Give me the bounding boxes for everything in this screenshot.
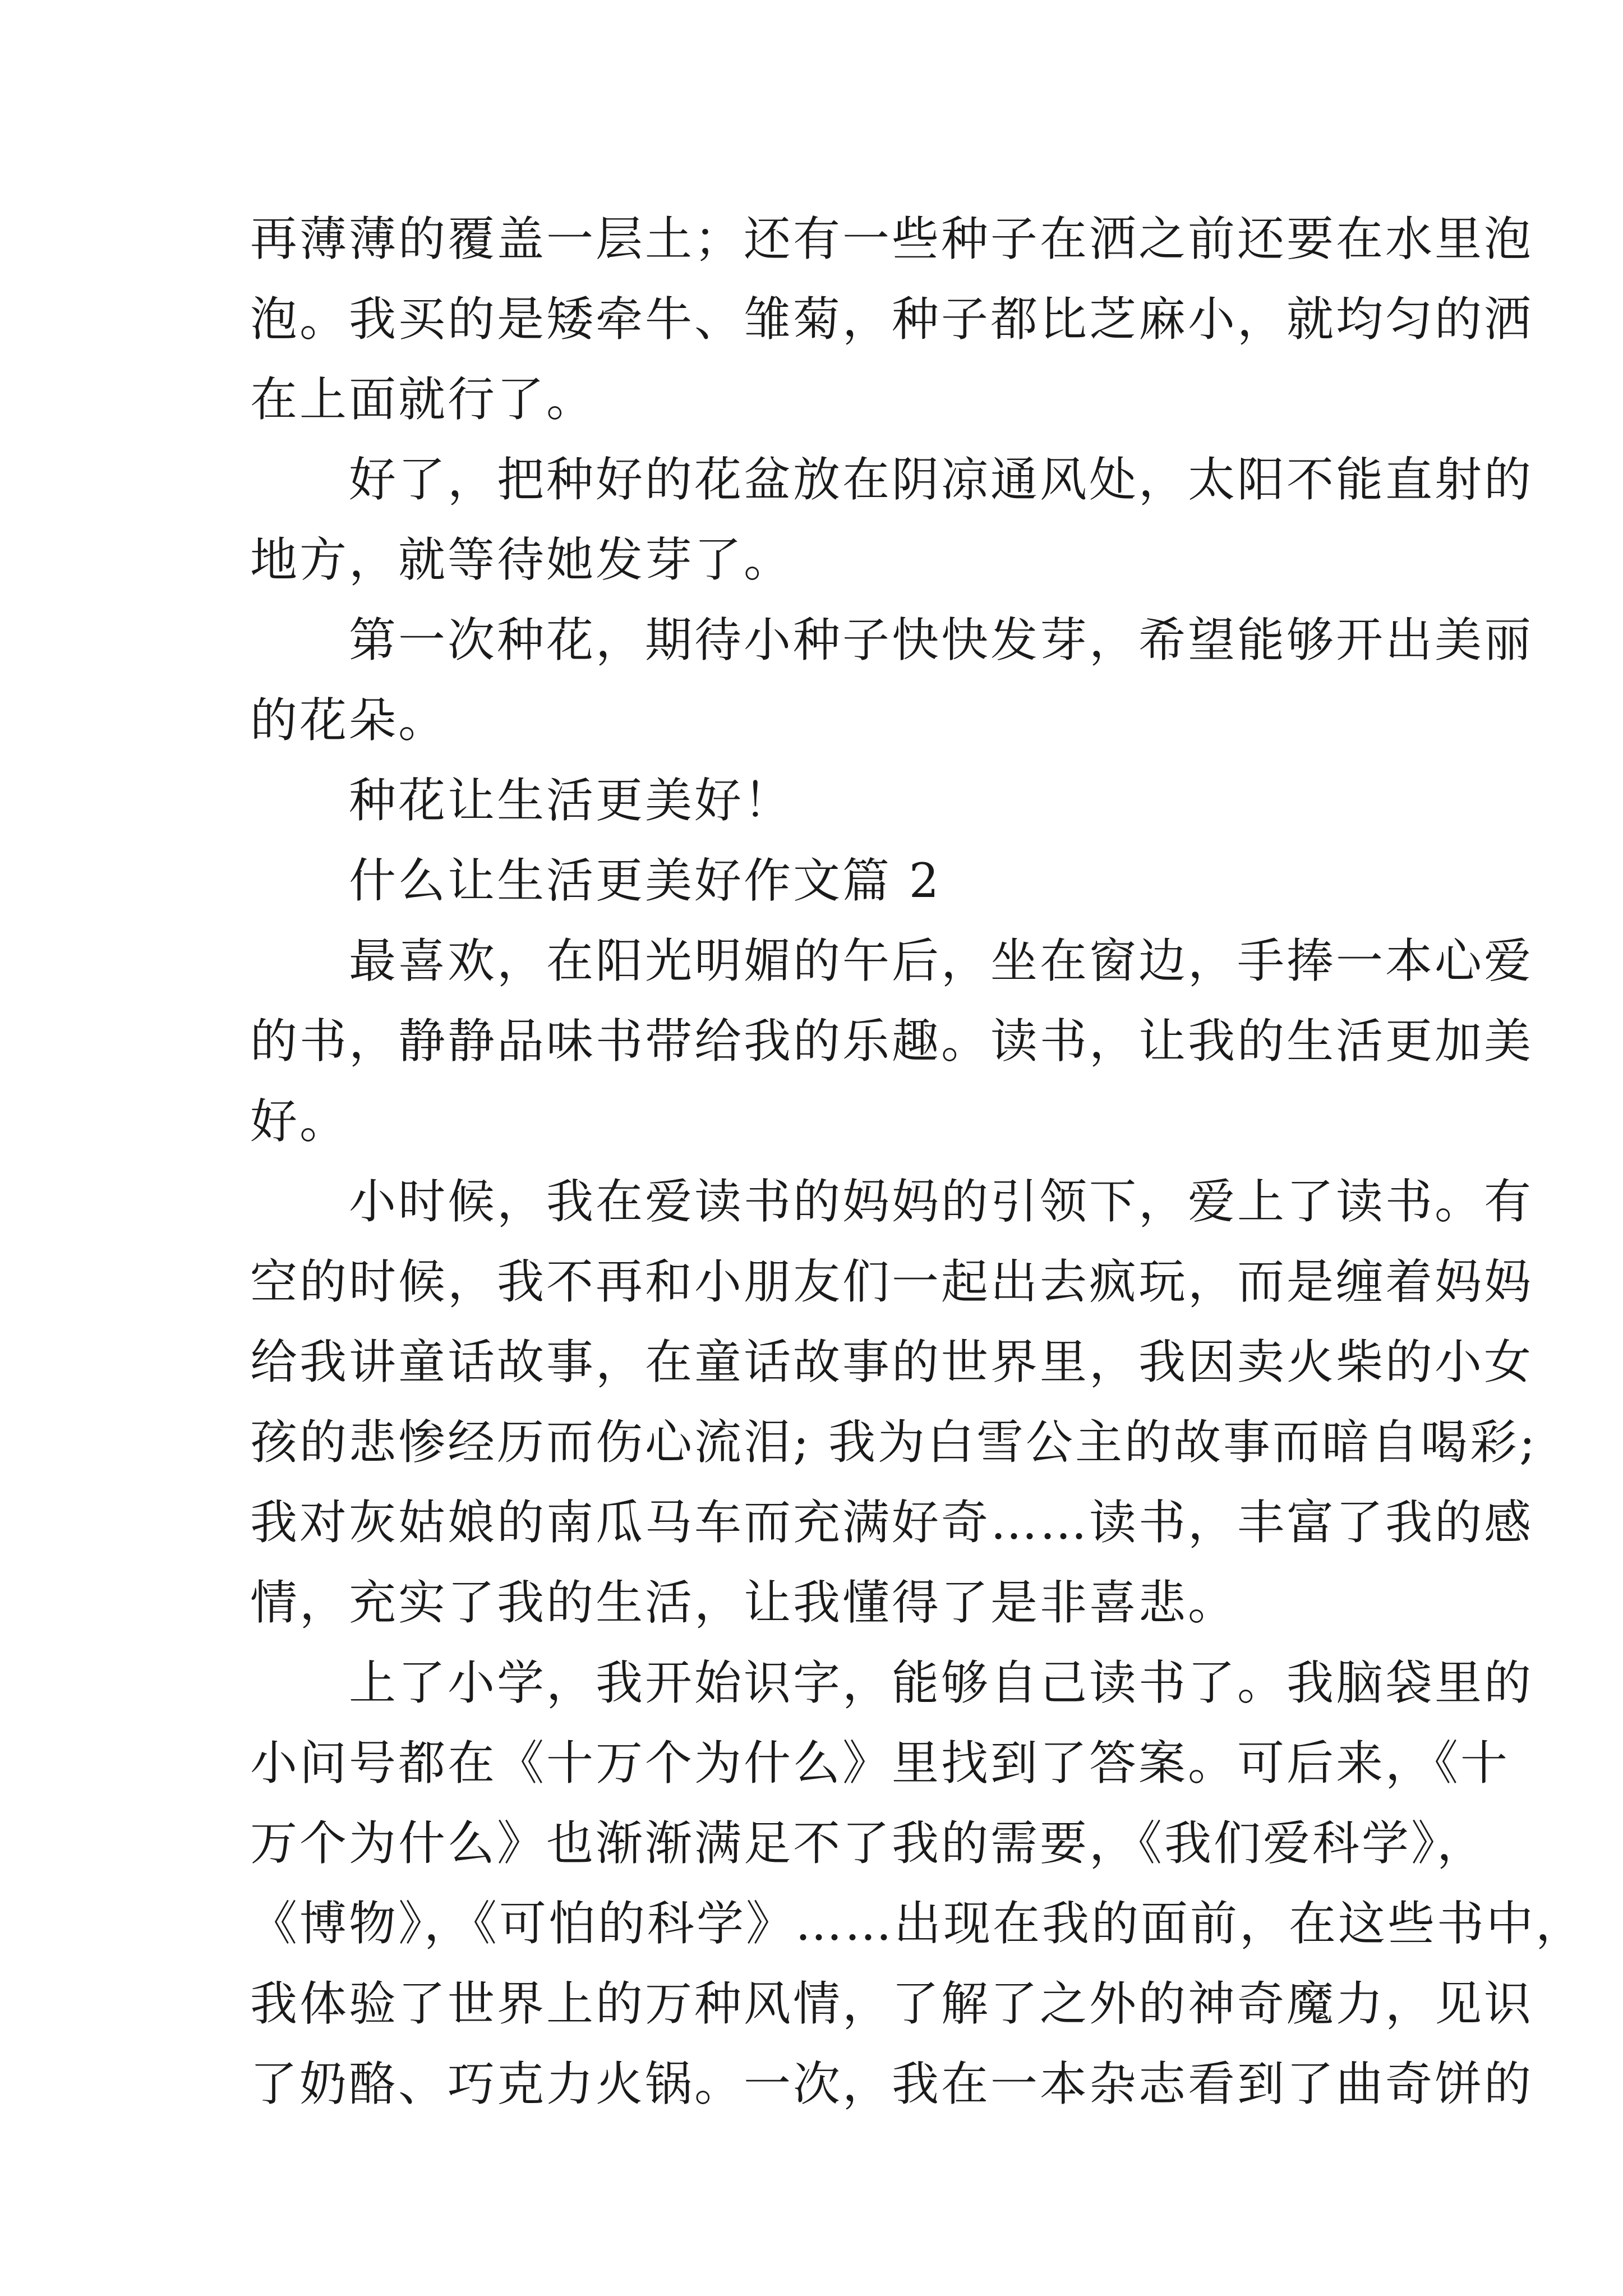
text-line: 好。 (250, 1094, 349, 1149)
text-line: 最喜欢，在阳光明媚的午后，坐在窗边，手捧一本心爱 (250, 933, 1534, 988)
text-line: 我对灰姑娘的南瓜马车而充满好奇……读书，丰富了我的感 (250, 1495, 1534, 1550)
text-line: 空的时候，我不再和小朋友们一起出去疯玩，而是缠着妈妈 (250, 1254, 1534, 1309)
text-line: 泡。我买的是矮牵牛、雏菊，种子都比芝麻小，就均匀的洒 (250, 292, 1534, 347)
text-line: 给我讲童话故事，在童话故事的世界里，我因卖火柴的小女 (250, 1335, 1534, 1389)
text-line: 地方，就等待她发芽了。 (250, 532, 794, 587)
text-line: 小时候，我在爱读书的妈妈的引领下，爱上了读书。有 (250, 1174, 1534, 1229)
text-line: 了奶酪、巧克力火锅。一次，我在一本杂志看到了曲奇饼的 (250, 2056, 1534, 2111)
text-line: 上了小学，我开始识字，能够自己读书了。我脑袋里的 (250, 1655, 1534, 1710)
text-line: 再薄薄的覆盖一层土；还有一些种子在洒之前还要在水里泡 (250, 211, 1534, 266)
text-line: 情，充实了我的生活，让我懂得了是非喜悲。 (250, 1575, 1238, 1630)
document-body (250, 199, 1585, 2124)
text-line: 在上面就行了。 (250, 372, 596, 427)
text-line: 种花让生活更美好！ (250, 773, 794, 828)
text-line: 的花朵。 (250, 693, 448, 748)
text-line: 《博物》，《可怕的科学》……出现在我的面前，在这些书中， (250, 1896, 1585, 1951)
text-line: 我体验了世界上的万种风情，了解了之外的神奇魔力，见识 (250, 1976, 1534, 2031)
text-line: 的书，静静品味书带给我的乐趣。读书，让我的生活更加美 (250, 1014, 1534, 1069)
text-line: 小问号都在《十万个为什么》里找到了答案。可后来，《十 (250, 1736, 1510, 1791)
text-line: 第一次种花，期待小种子快快发芽，希望能够开出美丽 (250, 613, 1534, 668)
text-line: 万个为什么》也渐渐满足不了我的需要，《我们爱科学》， (250, 1816, 1487, 1871)
section-heading: 什么让生活更美好作文篇 2 (250, 853, 942, 908)
text-line: 好了，把种好的花盆放在阴凉通风处，太阳不能直射的 (250, 452, 1534, 507)
text-line: 孩的悲惨经历而伤心流泪; 我为白雪公主的故事而暗自喝彩; (250, 1415, 1538, 1470)
